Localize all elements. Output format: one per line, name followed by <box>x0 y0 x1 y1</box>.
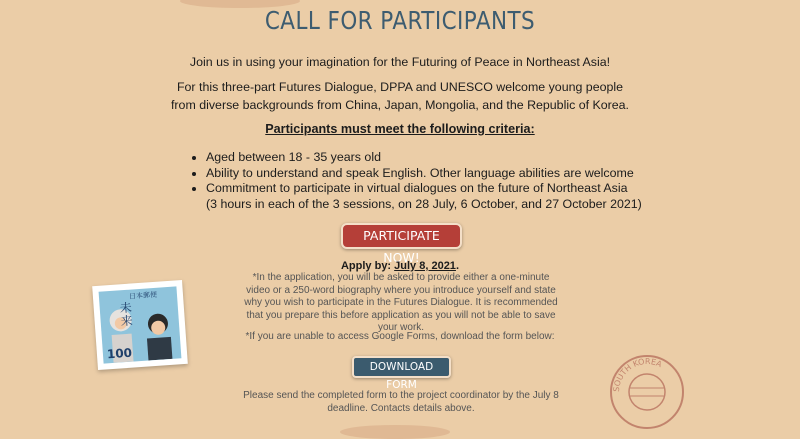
send-instructions: Please send the completed form to the project coordinator by the July 8 deadline. Contacts details above. <box>243 390 559 414</box>
stamp-kanji: 未来 <box>119 300 134 329</box>
postage-stamp-illustration <box>92 280 188 370</box>
apply-label: Apply by: <box>340 260 395 272</box>
postmark-text: SOUTH KOREA <box>611 356 664 393</box>
criteria-item-age: • Aged between 18 - 35 years old <box>206 150 646 166</box>
apply-date-link[interactable]: July 8, 2021 <box>394 260 456 272</box>
description-line-1: For this three-part Futures Dialogue, DPPA and UNESCO welcome young people <box>176 80 624 94</box>
stamp-header: 日本郵便 <box>128 290 158 301</box>
decorative-brush-bottom <box>340 425 450 439</box>
svg-text:SOUTH KOREA <box>612 357 664 392</box>
postmark-stamp-icon <box>607 352 687 432</box>
page-title: CALL FOR PARTICIPANTS <box>264 6 536 35</box>
stamp-value: 100 <box>106 345 133 362</box>
description-paragraph <box>0 78 800 114</box>
criteria-item-language: • Ability to understand and speak English. Other language abilities are welcome <box>206 166 646 182</box>
stamp-artwork <box>99 286 182 363</box>
criteria-item-commitment: • Commitment to participate in virtual dialogues on the future of Northeast Asia <box>206 181 646 197</box>
intro-text: Join us in using your imagination for the Futuring of Peace in Northeast Asia! <box>189 55 611 69</box>
criteria-list <box>188 150 646 212</box>
google-forms-note: *If you are unable to access Google Forms, download the form below: <box>245 331 555 342</box>
description-line-2: from diverse backgrounds from China, Japan, Mongolia, and the Republic of Korea. <box>170 98 630 112</box>
apply-suffix: . <box>455 260 459 272</box>
download-form-button[interactable]: DOWNLOAD FORM <box>352 356 451 378</box>
criteria-note: (3 hours in each of the 3 sessions, on 28 July, 6 October, and 27 October 2021) <box>206 196 642 211</box>
participate-now-button[interactable]: PARTICIPATE NOW! <box>341 223 462 249</box>
application-note: *In the application, you will be asked to provide either a one-minute video or a 250-word biography where you introduce yourself and state why you wish to participate in the Futures Dialogue. It is recommended that you prepare this before application as you will not be able to save your work. <box>244 272 558 333</box>
criteria-heading: Participants must meet the following criteria: <box>265 122 535 136</box>
apply-deadline <box>0 260 800 272</box>
